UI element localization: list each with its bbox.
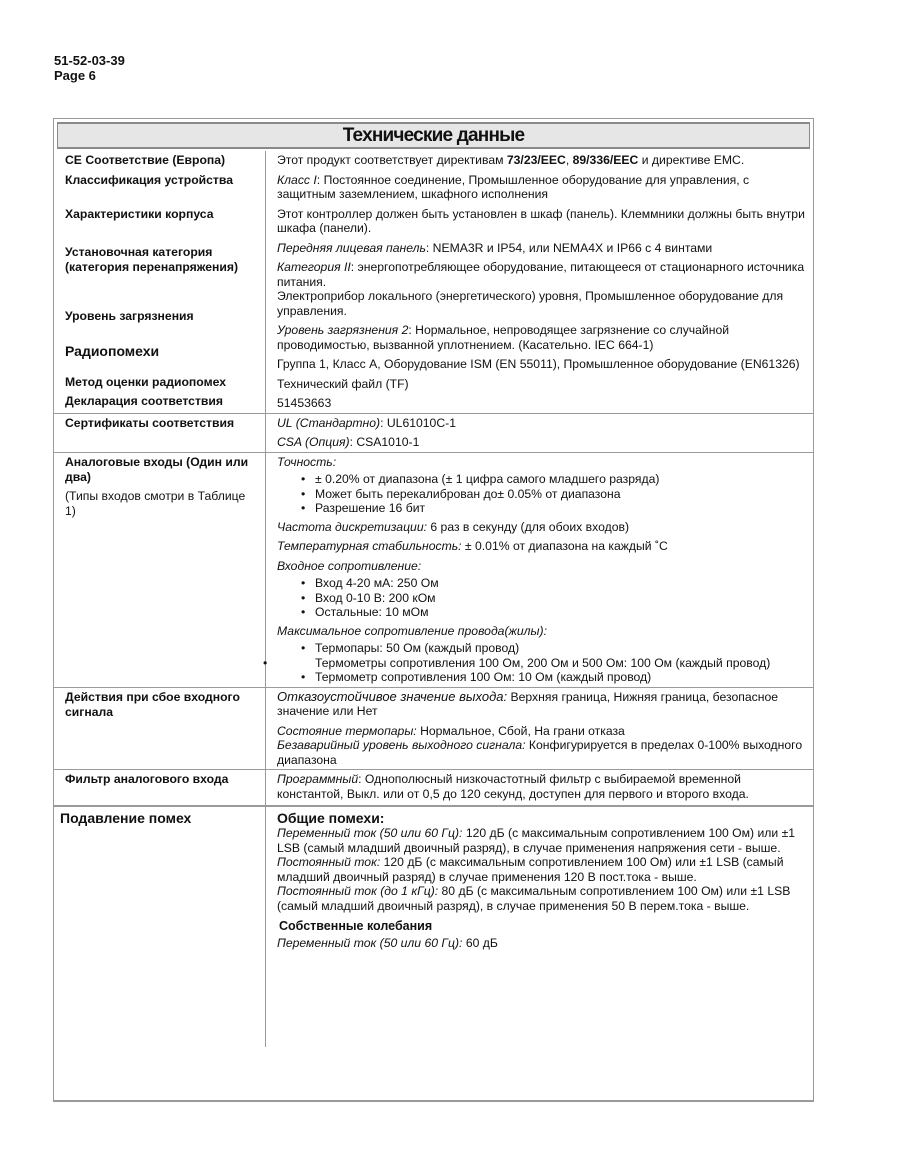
list-item: • ± 0.20% от диапазона (± 1 цифра самого младшего разряда) [315,472,805,487]
accuracy-list [277,472,805,516]
list-item: • Вход 4-20 мА: 250 Ом [315,576,805,591]
value-emi: Группа 1, Класс А, Оборудование ISM (EN 55011), Промышленное оборудование (EN61326) [277,357,800,371]
table-title: Технические данные [57,122,810,149]
value-input-filter: Программный: Однополюсный низкочастотный фильтр с выбираемой временной константой, Выкл. или от 0,5 до 120 секунд, доступен для первого и второго входа. [277,772,749,801]
impedance-title: Входное сопротивление: [277,558,422,573]
label-install-category: Установочная категория (категория перенапряжения) [65,245,239,274]
list-item: • Термопары: 50 Ом (каждый провод) [315,641,805,656]
normal-mode-title: Собственные колебания [279,919,433,933]
list-item: • Остальные: 10 мОм [315,605,805,620]
label-ce: CE Соответствие (Европа) [65,153,226,167]
label-emi-method: Метод оценки радиопомех [65,375,226,389]
table-row-noise-rejection [54,805,813,1047]
value-enclosure: Этот контроллер должен быть установлен в шкаф (панель). Клеммники должны быть внутри шкафа (панели). [277,206,805,235]
list-item: • Разрешение 16 бит [315,501,805,516]
accuracy-title: Точность: [277,454,337,469]
table-row-certificates [54,413,813,452]
common-mode-title: Общие помехи: [277,810,385,826]
label-emi: Радиопомехи [65,343,160,359]
value-ul: UL (Стандартно): UL61010C-1 [277,415,456,430]
label-declaration: Декларация соответствия [65,394,224,408]
label-noise-rejection: Подавление помех [60,810,192,826]
label-analog-inputs: Аналоговые входы (Один или два) [65,454,249,484]
value-safe-output: Безаварийный уровень выходного сигнала: Конфигурируется в пределах 0-100% выходного диапазона [277,738,803,767]
list-item: • Термометры сопротивления 100 Ом, 200 Ом и 500 Ом: 100 Ом (каждый провод) [277,656,805,671]
wire-list [277,641,805,685]
label-certificates: Сертификаты соответствия [65,415,235,430]
label-enclosure: Характеристики корпуса [65,207,214,221]
page-number: Page 6 [54,68,96,83]
value-temp-stability: Температурная стабильность: ± 0.01% от диапазона на каждый ˚C [277,539,668,553]
label-analog-inputs-note: (Типы входов смотри в Таблице 1) [65,488,246,518]
value-dc-1k: Постоянный ток (до 1 кГц): 80 дБ (с максимальным сопротивлением 100 Ом) или ±1 LSB (самый младший двоичный разряд), в случае применения 50 В перем.тока - выше. [277,884,791,913]
value-install-category-2: Электроприбор локального (энергетического) уровня, Промышленное оборудование для управления. [277,289,784,318]
value-ce: Этот продукт соответствует директивам 73/23/EEC, 89/336/EEC и директиве EMC. [277,153,745,167]
wire-title: Максимальное сопротивление провода(жилы): [277,623,547,638]
label-input-failure: Действия при сбое входного сигнала [65,689,240,719]
impedance-list [277,576,805,620]
value-install-category: Категория II: энергопотребляющее оборудование, питающееся от стационарного источника питания. [277,260,805,289]
list-item: • Может быть перекалиброван до± 0.05% от диапазона [315,487,805,502]
label-classification: Классификация устройства [65,173,233,187]
value-ac: Переменный ток (50 или 60 Гц): 120 дБ (с максимальным сопротивлением 100 Ом) или ±1 LSB (самый младший двоичный разряд), в случае применения напряжения сети - выше. [277,826,796,855]
document-number: 51-52-03-39 [54,53,125,68]
value-tc-state: Состояние термопары: Нормальное, Сбой, На грани отказа [277,723,625,738]
list-item: • Термометр сопротивления 100 Ом: 10 Ом (каждый провод) [315,670,805,685]
value-front-panel: Передняя лицевая панель: NEMA3R и IP54, или NEMA4X и IP66 с 4 винтами [277,240,713,255]
value-normal-ac: Переменный ток (50 или 60 Гц): 60 дБ [277,936,498,950]
table-row-input-failure [54,687,813,770]
label-pollution: Уровень загрязнения [65,309,194,323]
document-header [54,53,125,83]
value-dc: Постоянный ток: 120 дБ (с максимальным сопротивлением 100 Ом) или ±1 LSB (самый младший двоичный разряд) в случае применения 120 В пост.тока - выше. [277,855,784,884]
table-row-analog-inputs [54,452,813,687]
list-item: • Вход 0-10 В: 200 кОм [315,591,805,606]
value-failsafe: Отказоустойчивое значение выхода: Верхняя граница, Нижняя граница, безопасное значение или Нет [277,688,779,718]
value-classification: Класс I: Постоянное соединение, Промышленное оборудование для управления, с защитным заземлением, шкафного исполнения [277,172,750,201]
table-row-input-filter [54,769,813,805]
value-sampling: Частота дискретизации: 6 раз в секунду (для обоих входов) [277,519,630,534]
label-input-filter: Фильтр аналогового входа [65,772,229,786]
spec-table [53,118,814,1102]
value-declaration: 51453663 [277,396,332,410]
value-pollution: Уровень загрязнения 2: Нормальное, непроводящее загрязнение со случайной проводимостью, вызванной уплотнением. (Касательно. IEC 664-1) [277,323,730,352]
value-csa: CSA (Опция): CSA1010-1 [277,435,420,449]
value-emi-method: Технический файл (TF) [277,376,409,391]
table-row-general [54,151,813,413]
